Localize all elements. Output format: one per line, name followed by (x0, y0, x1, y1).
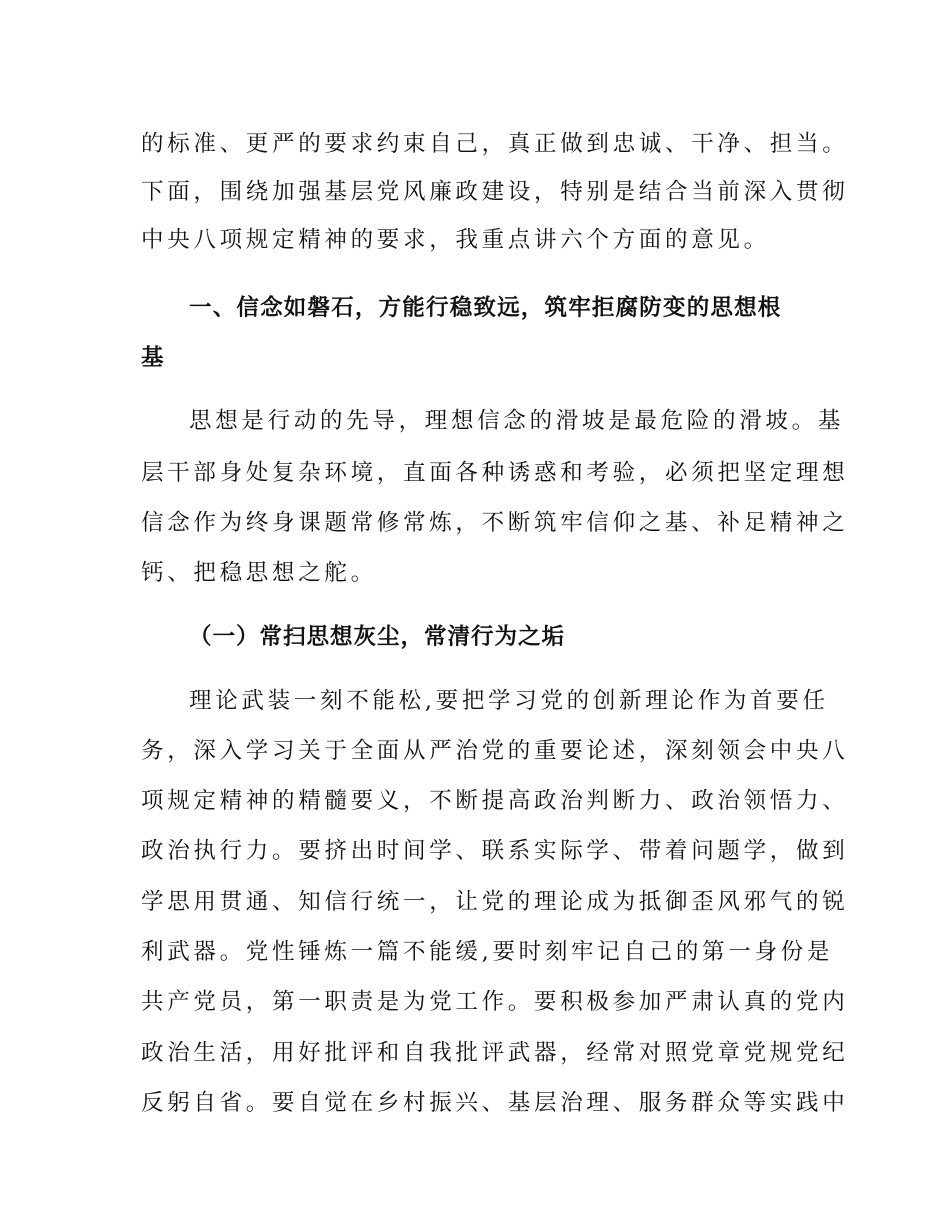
subsection-one-paragraph-line-3: 项规定精神的精髓要义，不断提高政治判断力、政治领悟力、 (141, 788, 849, 814)
subsection-one-paragraph-line-8: 政治生活，用好批评和自我批评武器，经常对照党章党规党纪 (141, 1040, 849, 1066)
subsection-one-paragraph-line-5: 学思用贯通、知信行统一，让党的理论成为抵御歪风邪气的锐 (141, 889, 849, 915)
subsection-one-paragraph-line-4: 政治执行力。要挤出时间学、联系实际学、带着问题学，做到 (141, 838, 849, 864)
subsection-one-paragraph-line-9: 反躬自省。要自觉在乡村振兴、基层治理、服务群众等实践中 (141, 1090, 849, 1116)
intro-line-1: 的标准、更严的要求约束自己，真正做到忠诚、干净、担当。 (141, 131, 849, 157)
subsection-one-heading: （一）常扫思想灰尘，常清行为之垢 (189, 624, 566, 650)
section-one-heading-line-2: 基 (141, 345, 165, 371)
subsection-one-paragraph-line-2: 务，深入学习关于全面从严治党的重要论述，深刻领会中央八 (141, 738, 849, 764)
intro-line-2: 下面，围绕加强基层党风廉政建设，特别是结合当前深入贯彻 (141, 179, 849, 205)
subsection-one-paragraph-line-1: 理论武装一刻不能松,要把学习党的创新理论作为首要任 (189, 688, 829, 714)
section-one-heading-line-1: 一、信念如磐石，方能行稳致远，筑牢拒腐防变的思想根 (189, 295, 782, 321)
section-one-paragraph-line-2: 层干部身处复杂环境，直面各种诱惑和考验，必须把坚定理想 (141, 460, 849, 486)
section-one-paragraph-line-4: 钙、把稳思想之舵。 (141, 560, 377, 586)
intro-line-3: 中央八项规定精神的要求，我重点讲六个方面的意见。 (141, 227, 770, 253)
section-one-paragraph-line-3: 信念作为终身课题常修常炼，不断筑牢信仰之基、补足精神之 (141, 510, 849, 536)
document-body (141, 0, 849, 1230)
subsection-one-paragraph-line-7: 共产党员，第一职责是为党工作。要积极参加严肃认真的党内 (141, 989, 849, 1015)
section-one-paragraph-line-1: 思想是行动的先导，理想信念的滑坡是最危险的滑坡。基 (189, 408, 845, 434)
subsection-one-paragraph-line-6: 利武器。党性锤炼一篇不能缓,要时刻牢记自己的第一身份是 (141, 939, 834, 965)
